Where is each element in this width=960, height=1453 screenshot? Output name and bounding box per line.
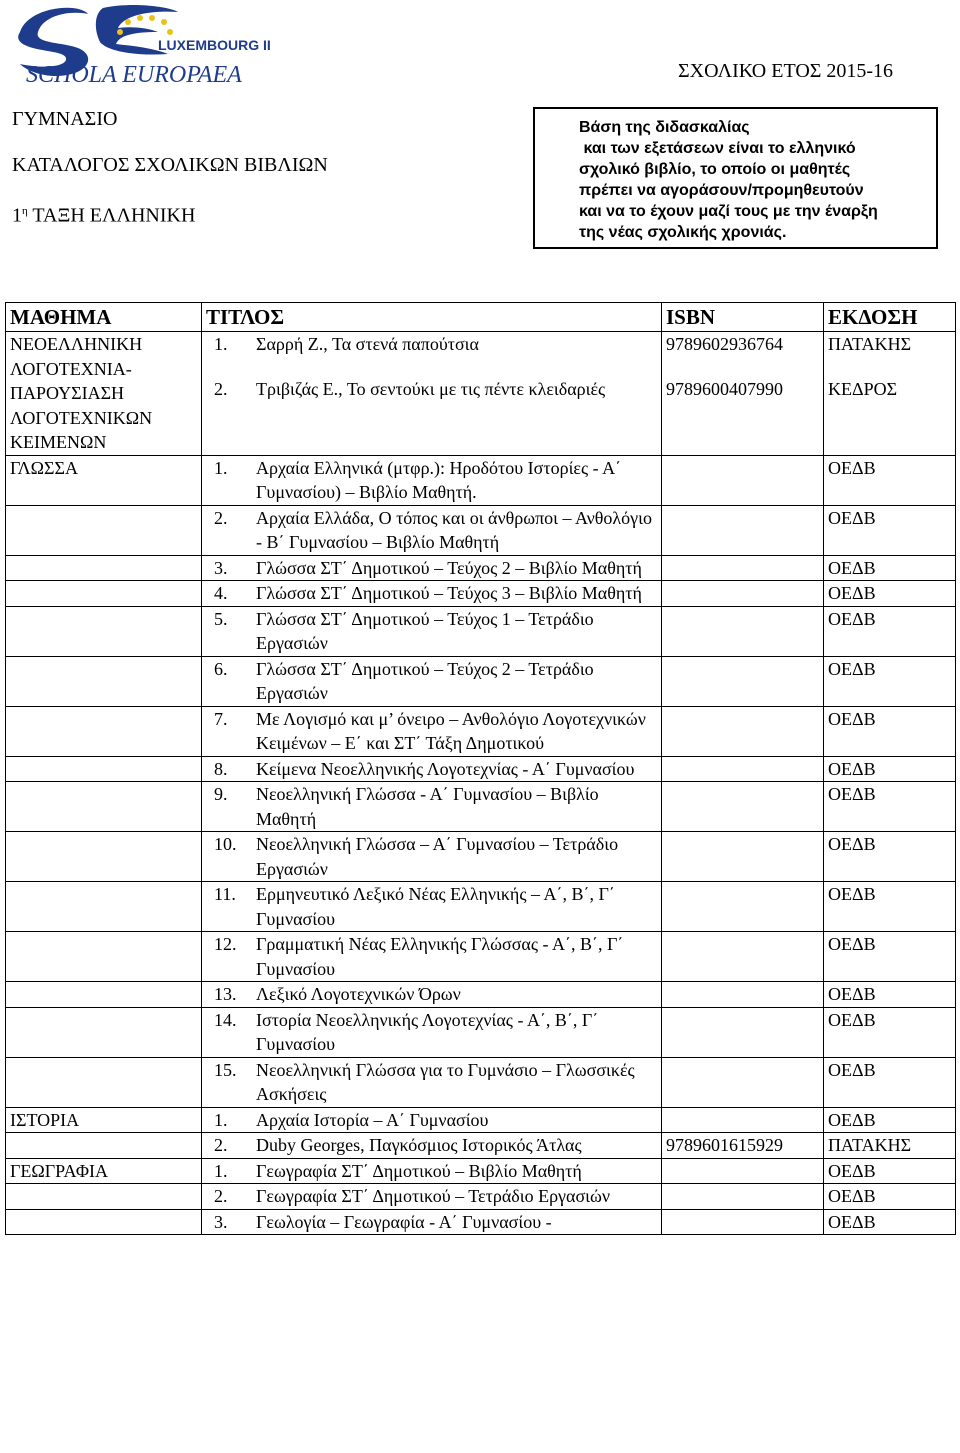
publisher-cell: ΟΕΔΒ xyxy=(824,555,956,581)
book-row xyxy=(6,656,956,706)
book-row xyxy=(6,1184,956,1210)
catalog-title: ΚΑΤΑΛΟΓΟΣ ΣΧΟΛΙΚΩΝ ΒΙΒΛΙΩΝ xyxy=(12,154,328,176)
title-cell: 7. Με Λογισμό και μ’ όνειρο – Ανθολόγιο Λογοτεχνικών Κειμένων – Ε΄ και ΣΤ΄ Τάξη Δημοτικού xyxy=(202,706,662,756)
title-cell: 14. Ιστορία Νεοελληνικής Λογοτεχνίας - Α΄, Β΄, Γ΄ Γυμνασίου xyxy=(202,1007,662,1057)
header-publisher: ΕΚΔΟΣΗ xyxy=(824,303,956,332)
notice-line: Βάση της διδασκαλίας xyxy=(579,119,750,136)
publisher-cell: ΟΕΔΒ xyxy=(824,706,956,756)
titles-cell xyxy=(202,332,662,456)
publisher-cell: ΟΕΔΒ xyxy=(824,656,956,706)
isbn-cell xyxy=(662,581,824,607)
book-row xyxy=(6,455,956,505)
school-type: ΓΥΜΝΑΣΙΟ xyxy=(12,108,118,130)
logo-luxembourg-text: LUXEMBOURG II xyxy=(158,37,271,53)
isbn-cell xyxy=(662,656,824,706)
header-title: ΤΙΤΛΟΣ xyxy=(202,303,662,332)
school-year: ΣΧΟΛΙΚΟ ΕΤΟΣ 2015-16 xyxy=(678,60,894,82)
isbn-cell xyxy=(662,706,824,756)
title-cell: 2. Γεωγραφία ΣΤ΄ Δημοτικού – Τετράδιο Εργασιών xyxy=(202,1184,662,1210)
title-cell: 11. Ερμηνευτικό Λεξικό Νέας Ελληνικής – Α΄, Β΄, Γ΄ Γυμνασίου xyxy=(202,882,662,932)
publisher-cell: ΟΕΔΒ xyxy=(824,756,956,782)
notice-line: και των εξετάσεων είναι το ελληνικό xyxy=(579,140,856,157)
publisher-cell: ΟΕΔΒ xyxy=(824,932,956,982)
book-row xyxy=(6,1007,956,1057)
publisher-cell: ΠΑΤΑΚΗΣ ΚΕΔΡΟΣ xyxy=(824,332,956,456)
book-row xyxy=(6,756,956,782)
publisher-cell: ΟΕΔΒ xyxy=(824,1107,956,1133)
header-isbn: ISBN xyxy=(662,303,824,332)
book-row xyxy=(6,782,956,832)
book-row xyxy=(6,1057,956,1107)
publisher-cell: ΟΕΔΒ xyxy=(824,882,956,932)
book-row xyxy=(6,832,956,882)
isbn-cell xyxy=(662,932,824,982)
title-cell: 6. Γλώσσα ΣΤ΄ Δημοτικού – Τεύχος 2 – Τετράδιο Εργασιών xyxy=(202,656,662,706)
book-row xyxy=(6,706,956,756)
isbn-cell xyxy=(662,982,824,1008)
book-item: 1. Σαρρή Ζ., Τα στενά παπούτσια xyxy=(214,334,479,354)
book-row xyxy=(6,606,956,656)
publisher-cell: ΟΕΔΒ xyxy=(824,1158,956,1184)
publisher-cell: ΟΕΔΒ xyxy=(824,782,956,832)
title-cell: 5. Γλώσσα ΣΤ΄ Δημοτικού – Τεύχος 1 – Τετράδιο Εργασιών xyxy=(202,606,662,656)
isbn-cell xyxy=(662,1107,824,1133)
isbn-cell xyxy=(662,882,824,932)
schola-europaea-logo xyxy=(8,2,271,90)
subject-cell: ΓΛΩΣΣΑ xyxy=(6,455,202,505)
title-cell: 3. Γλώσσα ΣΤ΄ Δημοτικού – Τεύχος 2 – Βιβλίο Μαθητή xyxy=(202,555,662,581)
title-cell: 12. Γραμματική Νέας Ελληνικής Γλώσσας - Α΄, Β΄, Γ΄ Γυμνασίου xyxy=(202,932,662,982)
subject-row-literature xyxy=(6,332,956,456)
book-item: 2. Τριβιζάς Ε., Το σεντούκι με τις πέντε κλειδαριές xyxy=(214,378,606,399)
book-row xyxy=(6,505,956,555)
publisher-cell: ΟΕΔΒ xyxy=(824,1209,956,1235)
isbn-cell xyxy=(662,1007,824,1057)
book-row xyxy=(6,932,956,982)
book-row xyxy=(6,982,956,1008)
publisher-cell: ΠΑΤΑΚΗΣ xyxy=(824,1133,956,1159)
title-cell: 3. Γεωλογία – Γεωγραφία - Α΄ Γυμνασίου - xyxy=(202,1209,662,1235)
class-title: $1^\eta$ ΤΑΞΗ ΕΛΛΗΝΙΚΗ xyxy=(12,204,196,227)
subject-cell: ΝΕΟΕΛΛΗΝΙΚΗ ΛΟΓΟΤΕΧΝΙΑ-ΠΑΡΟΥΣΙΑΣΗ ΛΟΓΟΤΕΧΝΙΚΩΝ ΚΕΙΜΕΝΩΝ xyxy=(6,332,202,456)
publisher-cell: ΟΕΔΒ xyxy=(824,1007,956,1057)
book-row xyxy=(6,1107,956,1133)
publisher-cell: ΟΕΔΒ xyxy=(824,982,956,1008)
notice-line: και να το έχουν μαζί τους με την έναρξη xyxy=(579,203,878,220)
book-row xyxy=(6,555,956,581)
title-cell: 9. Νεοελληνική Γλώσσα - Α΄ Γυμνασίου – Βιβλίο Μαθητή xyxy=(202,782,662,832)
isbn-cell xyxy=(662,1209,824,1235)
book-row xyxy=(6,882,956,932)
subject-cell: ΓΕΩΓΡΑΦΙΑ xyxy=(6,1158,202,1184)
notice-line: σχολικό βιβλίο, το οποίο οι μαθητές xyxy=(579,161,851,178)
isbn-cell xyxy=(662,1184,824,1210)
book-row xyxy=(6,1209,956,1235)
title-cell: 1. Γεωγραφία ΣΤ΄ Δημοτικού – Βιβλίο Μαθητή xyxy=(202,1158,662,1184)
isbn-cell: 9789602936764 9789600407990 xyxy=(662,332,824,456)
isbn-cell xyxy=(662,455,824,505)
isbn-cell xyxy=(662,1057,824,1107)
header-subject: ΜΑΘΗΜΑ xyxy=(6,303,202,332)
subject-cell: ΙΣΤΟΡΙΑ xyxy=(6,1107,202,1133)
isbn-cell: 9789601615929 xyxy=(662,1133,824,1159)
title-cell: 10. Νεοελληνική Γλώσσα – Α΄ Γυμνασίου – Τετράδιο Εργασιών xyxy=(202,832,662,882)
isbn-cell xyxy=(662,606,824,656)
title-cell: 1. Αρχαία Ελληνικά (μτφρ.): Ηροδότου Ιστορίες - Α΄ Γυμνασίου) – Βιβλίο Μαθητή. xyxy=(202,455,662,505)
publisher-cell: ΟΕΔΒ xyxy=(824,1057,956,1107)
notice-line: πρέπει να αγοράσουν/προμηθευτούν xyxy=(579,182,864,199)
books-table xyxy=(5,302,956,1235)
publisher-cell: ΟΕΔΒ xyxy=(824,1184,956,1210)
book-row xyxy=(6,581,956,607)
book-row xyxy=(6,1133,956,1159)
notice-box xyxy=(533,107,938,249)
title-cell: 13. Λεξικό Λογοτεχνικών Όρων xyxy=(202,982,662,1008)
title-cell: 15. Νεοελληνική Γλώσσα για το Γυμνάσιο – Γλωσσικές Ασκήσεις xyxy=(202,1057,662,1107)
document-heading xyxy=(12,108,328,251)
isbn-cell xyxy=(662,555,824,581)
title-cell: 1. Αρχαία Ιστορία – Α΄ Γυμνασίου xyxy=(202,1107,662,1133)
book-row xyxy=(6,1158,956,1184)
publisher-cell: ΟΕΔΒ xyxy=(824,455,956,505)
title-cell: 8. Κείμενα Νεοελληνικής Λογοτεχνίας - Α΄ Γυμνασίου xyxy=(202,756,662,782)
isbn-cell xyxy=(662,756,824,782)
publisher-cell: ΟΕΔΒ xyxy=(824,505,956,555)
publisher-cell: ΟΕΔΒ xyxy=(824,606,956,656)
isbn-cell xyxy=(662,505,824,555)
isbn-cell xyxy=(662,832,824,882)
publisher-cell: ΟΕΔΒ xyxy=(824,832,956,882)
table-header-row xyxy=(6,303,956,332)
isbn-cell xyxy=(662,782,824,832)
publisher-cell: ΟΕΔΒ xyxy=(824,581,956,607)
title-cell: 2. Αρχαία Ελλάδα, Ο τόπος και οι άνθρωποι – Ανθολόγιο - Β΄ Γυμνασίου – Βιβλίο Μαθητή xyxy=(202,505,662,555)
logo-schola-text: SCHOLA EUROPAEA xyxy=(26,62,242,88)
title-cell: 4. Γλώσσα ΣΤ΄ Δημοτικού – Τεύχος 3 – Βιβλίο Μαθητή xyxy=(202,581,662,607)
title-cell: 2. Duby Georges, Παγκόσμιος Ιστορικός Άτλας xyxy=(202,1133,662,1159)
isbn-cell xyxy=(662,1158,824,1184)
notice-line: της νέας σχολικής χρονιάς. xyxy=(579,224,787,241)
